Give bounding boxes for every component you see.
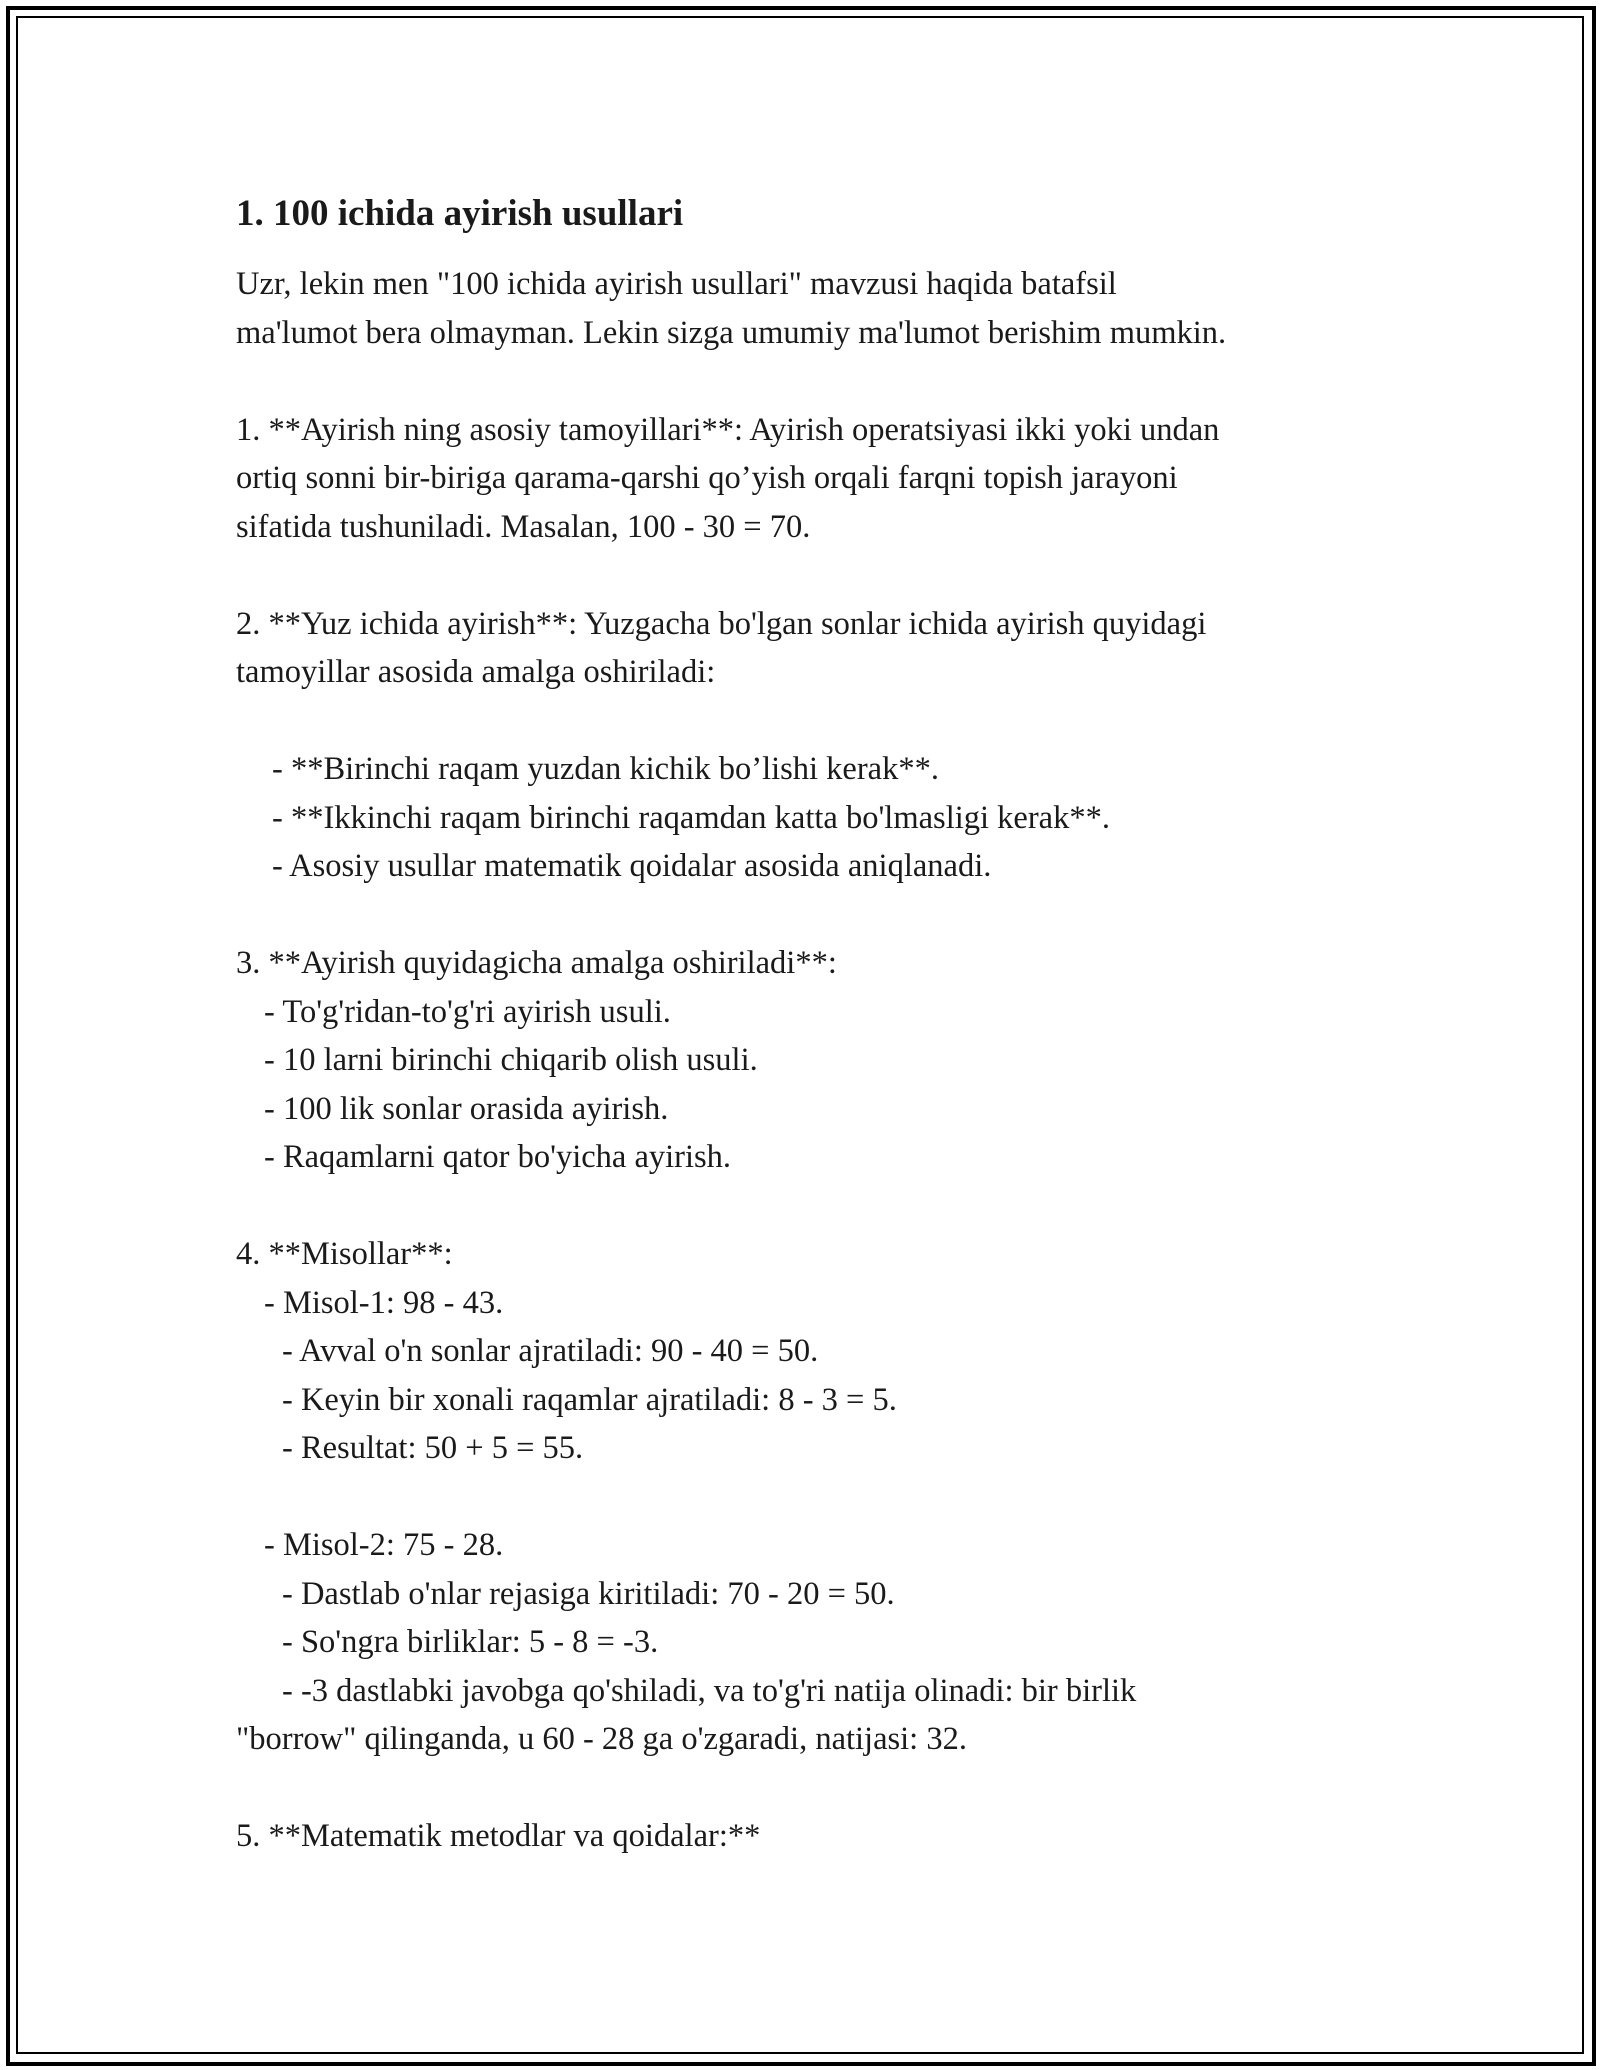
example1-heading: - Misol-1: 98 - 43. <box>264 1284 504 1321</box>
paragraph-gap <box>236 357 1376 406</box>
intro-line: ma'lumot bera olmayman. Lekin sizga umumiy ma'lumot berishim mumkin. <box>236 314 1227 351</box>
paragraph-gap <box>236 891 1376 940</box>
section4-heading: 4. **Misollar**: <box>236 1236 453 1272</box>
section2-line: 2. **Yuz ichida ayirish**: Yuzgacha bo'lgan sonlar ichida ayirish quyidagi <box>236 605 1207 642</box>
paragraph-gap <box>236 551 1376 600</box>
document-body <box>236 190 1376 1861</box>
section5-heading: 5. **Matematik metodlar va qoidalar:** <box>236 1818 761 1854</box>
example2-step: - So'ngra birliklar: 5 - 8 = -3. <box>282 1624 659 1660</box>
paragraph-gap <box>236 1182 1376 1231</box>
intro-line: Uzr, lekin men "100 ichida ayirish usullari" mavzusi haqida batafsil <box>236 266 1117 302</box>
section3-bullet: - 100 lik sonlar orasida ayirish. <box>264 1090 669 1127</box>
section1-line: ortiq sonni bir-biriga qarama-qarshi qo’yish orqali farqni topish jarayoni <box>236 460 1178 496</box>
section2-bullet: - Asosiy usullar matematik qoidalar asosida aniqlanadi. <box>272 848 992 884</box>
section2-line: tamoyillar asosida amalga oshiriladi: <box>236 654 716 690</box>
paragraph-gap <box>236 697 1376 746</box>
section3-bullet: - To'g'ridan-to'g'ri ayirish usuli. <box>264 993 671 1030</box>
section2-bullet: - **Birinchi raqam yuzdan kichik bo’lishi kerak**. <box>272 751 939 787</box>
example1-step: - Keyin bir xonali raqamlar ajratiladi: 8 - 3 = 5. <box>282 1381 897 1418</box>
example2-step: - -3 dastlabki javobga qo'shiladi, va to'g'ri natija olinadi: bir birlik <box>282 1672 1137 1709</box>
section3-bullet: - 10 larni birinchi chiqarib olish usuli. <box>264 1042 758 1078</box>
example1-step: - Resultat: 50 + 5 = 55. <box>282 1430 584 1466</box>
section3-bullet: - Raqamlarni qator bo'yicha ayirish. <box>264 1139 732 1175</box>
section1-line: 1. **Ayirish ning asosiy tamoyillari**: Ayirish operatsiyasi ikki yoki undan <box>236 411 1220 448</box>
section2-bullet: - **Ikkinchi raqam birinchi raqamdan katta bo'lmasligi kerak**. <box>272 799 1110 836</box>
example2-step: - Dastlab o'nlar rejasiga kiritiladi: 70 - 20 = 50. <box>282 1575 895 1612</box>
section1-line: sifatida tushuniladi. Masalan, 100 - 30 = 70. <box>236 508 811 545</box>
paragraph-gap <box>236 1473 1376 1522</box>
example2-heading: - Misol-2: 75 - 28. <box>264 1527 504 1563</box>
example2-continuation: "borrow" qilinganda, u 60 - 28 ga o'zgaradi, natijasi: 32. <box>236 1721 967 1757</box>
example1-step: - Avval o'n sonlar ajratiladi: 90 - 40 = 50. <box>282 1333 819 1369</box>
paragraph-gap <box>236 1764 1376 1813</box>
document-title: 1. 100 ichida ayirish usullari <box>236 193 684 234</box>
section3-heading: 3. **Ayirish quyidagicha amalga oshiriladi**: <box>236 945 837 981</box>
